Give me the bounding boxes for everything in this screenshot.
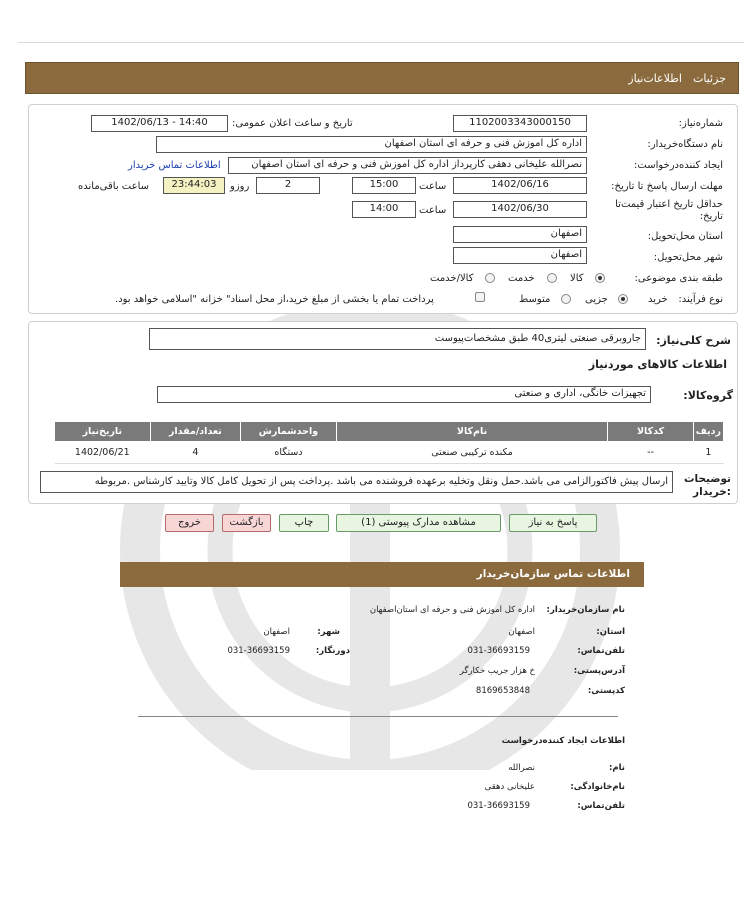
group-label: گروه‌کالا: <box>683 389 733 402</box>
process-label: نوع فرآیند: <box>678 294 723 305</box>
phone-label: تلفن‌تماس: <box>577 646 625 656</box>
col-qty: تعداد/مقدار <box>150 422 241 442</box>
org-label: نام سازمان‌خریدار: <box>546 605 625 615</box>
contact-header <box>120 562 644 587</box>
postal-value: 8169653848 <box>475 686 530 696</box>
category-option-service: خدمت <box>508 273 535 284</box>
deadline-time-label: ساعت <box>419 181 447 192</box>
announce-label: تاریخ و ساعت اعلان عمومی: <box>232 118 353 129</box>
validity-time-label: ساعت <box>419 205 447 216</box>
tab-bar <box>25 62 739 94</box>
category-radio-goods[interactable] <box>595 273 605 283</box>
creator-phone-label: تلفن‌تماس: <box>577 801 625 811</box>
validity-time-field: 14:00 <box>352 201 416 218</box>
remaining-time-field: 23:44:03 <box>163 177 225 194</box>
city-c-value: اصفهان <box>263 627 290 637</box>
buyer-field: اداره کل اموزش فنی و حرفه ای استان اصفهان <box>156 136 587 153</box>
buyer-notes-label-2: :خریدار <box>693 486 731 498</box>
contact-divider <box>138 716 618 717</box>
need-number-field: 1102003343000150 <box>453 115 587 132</box>
buyer-notes-field: ارسال پیش فاکتورالزامی می باشد.حمل ونقل وتخلیه برعهده فروشنده می باشد .پرداخت پس از تحویل کامل کالا وتایید کارشناس .مربوطه <box>40 471 673 493</box>
days-label: روزو <box>230 181 250 192</box>
process-radio-minor[interactable] <box>618 294 628 304</box>
creator-label: ایجاد کننده‌درخواست: <box>634 160 723 171</box>
validity-date-field: 1402/06/30 <box>453 201 587 218</box>
group-field: تجهیزات خانگی، اداری و صنعتی <box>157 386 651 403</box>
cell-row: 1 <box>693 442 723 464</box>
province-label: استان محل‌تحویل: <box>647 231 723 242</box>
need-number-label: شماره‌نیاز: <box>678 118 723 129</box>
col-name: نام‌کالا <box>336 422 608 442</box>
address-label: آدرس‌پستی: <box>573 666 625 676</box>
city-field: اصفهان <box>453 247 587 264</box>
payment-note: پرداخت تمام یا بخشی از مبلغ خرید،از محل اسناد" خزانه "اسلامی خواهد بود. <box>115 294 434 305</box>
creator-info-title: اطلاعات ایجاد کننده‌درخواست <box>501 736 625 746</box>
cell-date: 1402/06/21 <box>55 442 151 464</box>
fax-value: 031-36693159 <box>227 646 290 656</box>
category-option-goods: کالا <box>570 273 584 284</box>
table-row <box>55 442 724 464</box>
days-field: 2 <box>256 177 320 194</box>
category-label: طبقه بندی موضوعی: <box>634 273 723 284</box>
category-option-both: کالا/خدمت <box>430 273 474 284</box>
family-label: نام‌خانوادگی: <box>570 782 625 792</box>
org-value: اداره کل اموزش فنی و حرفه ای استان‌اصفهان <box>369 605 535 615</box>
back-button[interactable]: بازگشت <box>222 514 271 532</box>
buyer-label: نام دستگاه‌خریدار: <box>647 139 723 150</box>
col-date: تاریخ‌نیاز <box>55 422 151 442</box>
process-radio-medium[interactable] <box>561 294 571 304</box>
deadline-time-field: 15:00 <box>352 177 416 194</box>
remaining-label: ساعت باقی‌مانده <box>78 181 150 192</box>
cell-unit: دستگاه <box>241 442 337 464</box>
top-divider <box>18 42 744 43</box>
reply-button[interactable]: پاسخ به نیاز <box>509 514 597 532</box>
view-docs-button[interactable]: مشاهده مدارک پیوستی (1) <box>336 514 501 532</box>
city-label: شهر محل‌تحویل: <box>653 252 723 263</box>
goods-info-label: اطلاعات کالاهای موردنیاز <box>588 358 727 371</box>
name-value: نصرالله <box>508 763 535 773</box>
creator-phone-value: 031-36693159 <box>467 801 530 811</box>
col-code: کدکالا <box>608 422 694 442</box>
validity-label-2: تاریخ: <box>699 211 723 222</box>
validity-label: حداقل تاریخ اعتبار قیمت‌تا <box>615 199 723 210</box>
category-radio-service[interactable] <box>547 273 557 283</box>
cell-name: مکنده ترکیبی صنعتی <box>336 442 608 464</box>
col-row: ردیف <box>693 422 723 442</box>
cell-code: -- <box>608 442 694 464</box>
contact-title: اطلاعات تماس سازمان‌خریدار <box>476 568 630 580</box>
province-c-value: اصفهان <box>508 627 535 637</box>
goods-table <box>54 421 724 464</box>
family-value: علیخانی دهقی <box>484 782 535 792</box>
deadline-label: مهلت ارسال پاسخ تا تاریخ: <box>611 181 723 192</box>
col-unit: واحدشمارش <box>241 422 337 442</box>
summary-label: شرح کلی‌نیاز: <box>656 334 731 347</box>
print-button[interactable]: چاپ <box>279 514 329 532</box>
cell-qty: 4 <box>150 442 241 464</box>
payment-checkbox[interactable] <box>475 292 485 302</box>
process-option-medium: متوسط <box>519 294 551 305</box>
category-radio-both[interactable] <box>485 273 495 283</box>
address-value: خ هزار جریب خکارگر <box>459 666 535 676</box>
city-c-label: شهر: <box>317 627 340 637</box>
announce-field: 1402/06/13 - 14:40 <box>91 115 228 132</box>
phone-value: 031-36693159 <box>467 646 530 656</box>
exit-button[interactable]: خروج <box>165 514 214 532</box>
deadline-date-field: 1402/06/16 <box>453 177 587 194</box>
province-c-label: استان: <box>596 627 625 637</box>
fax-label: دورنگار: <box>315 646 350 656</box>
creator-field: نصرالله علیخانی دهقی کارپرداز اداره کل اموزش فنی و حرفه ای استان اصفهان <box>228 157 587 174</box>
province-field: اصفهان <box>453 226 587 243</box>
summary-field: جاروبرقی صنعتی لیتری40 طبق مشخصات‌پیوست <box>149 328 646 350</box>
postal-label: کد‌پستی: <box>587 686 625 696</box>
tab-details[interactable]: جزئیات <box>693 72 726 85</box>
process-option-purchase: خرید <box>648 294 668 305</box>
process-option-minor: جزیی <box>585 294 608 305</box>
name-label: نام: <box>608 763 625 773</box>
buyer-notes-label: توضیحات <box>683 473 731 485</box>
buyer-contact-link[interactable]: اطلاعات تماس خریدار <box>128 160 221 171</box>
tab-need-info[interactable]: اطلاعات‌نیاز <box>628 72 682 85</box>
